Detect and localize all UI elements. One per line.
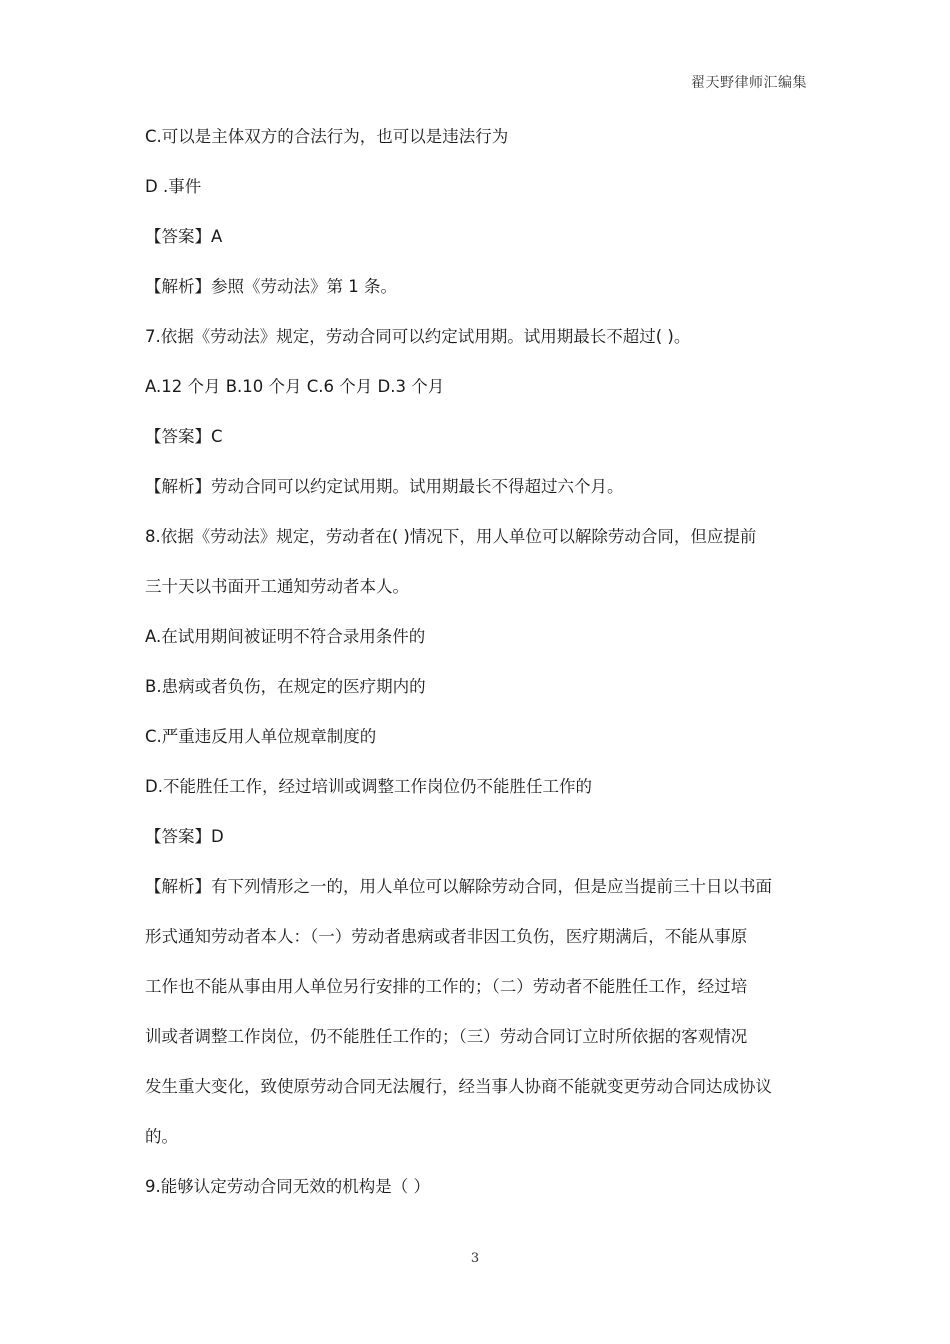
option-c-line: C.可以是主体双方的合法行为，也可以是违法行为 [145, 127, 509, 146]
page-number: 3 [470, 1251, 480, 1266]
option-d-line: D .事件 [145, 177, 202, 196]
explanation-continued: 工作也不能从事由用人单位另行安排的工作的；（二）劳动者不能胜任工作，经过培 [145, 977, 748, 996]
explanation-line: 【解析】参照《劳动法》第 1 条。 [145, 277, 397, 296]
explanation-line: 【解析】劳动合同可以约定试用期。试用期最长不得超过六个月。 [145, 477, 624, 496]
question-8-continued: 三十天以书面开工通知劳动者本人。 [145, 577, 409, 596]
explanation-continued: 训或者调整工作岗位，仍不能胜任工作的；（三）劳动合同订立时所依据的客观情况 [145, 1027, 748, 1046]
answer-line: 【答案】C [145, 427, 223, 446]
question-8-option-d: D.不能胜任工作，经过培训或调整工作岗位仍不能胜任工作的 [145, 777, 592, 796]
answer-line: 【答案】D [145, 827, 224, 846]
explanation-continued: 的。 [145, 1127, 178, 1146]
question-8-option-a: A.在试用期间被证明不符合录用条件的 [145, 627, 426, 646]
document-header: 翟天野律师汇编集 [691, 75, 807, 91]
question-7-options: A.12 个月 B.10 个月 C.6 个月 D.3 个月 [145, 377, 445, 396]
question-7: 7.依据《劳动法》规定，劳动合同可以约定试用期。试用期最长不超过( )。 [145, 327, 691, 346]
question-8: 8.依据《劳动法》规定，劳动者在( )情况下，用人单位可以解除劳动合同，但应提前 [145, 527, 757, 546]
explanation-continued: 形式通知劳动者本人：（一）劳动者患病或者非因工负伤，医疗期满后，不能从事原 [145, 927, 748, 946]
question-8-option-b: B.患病或者负伤，在规定的医疗期内的 [145, 677, 426, 696]
answer-line: 【答案】A [145, 227, 223, 246]
explanation-continued: 发生重大变化，致使原劳动合同无法履行，经当事人协商不能就变更劳动合同达成协议 [145, 1077, 772, 1096]
document-body [145, 120, 813, 1220]
question-9: 9.能够认定劳动合同无效的机构是（ ） [145, 1177, 430, 1196]
question-8-option-c: C.严重违反用人单位规章制度的 [145, 727, 377, 746]
explanation-line: 【解析】有下列情形之一的，用人单位可以解除劳动合同，但是应当提前三十日以书面 [145, 877, 772, 896]
